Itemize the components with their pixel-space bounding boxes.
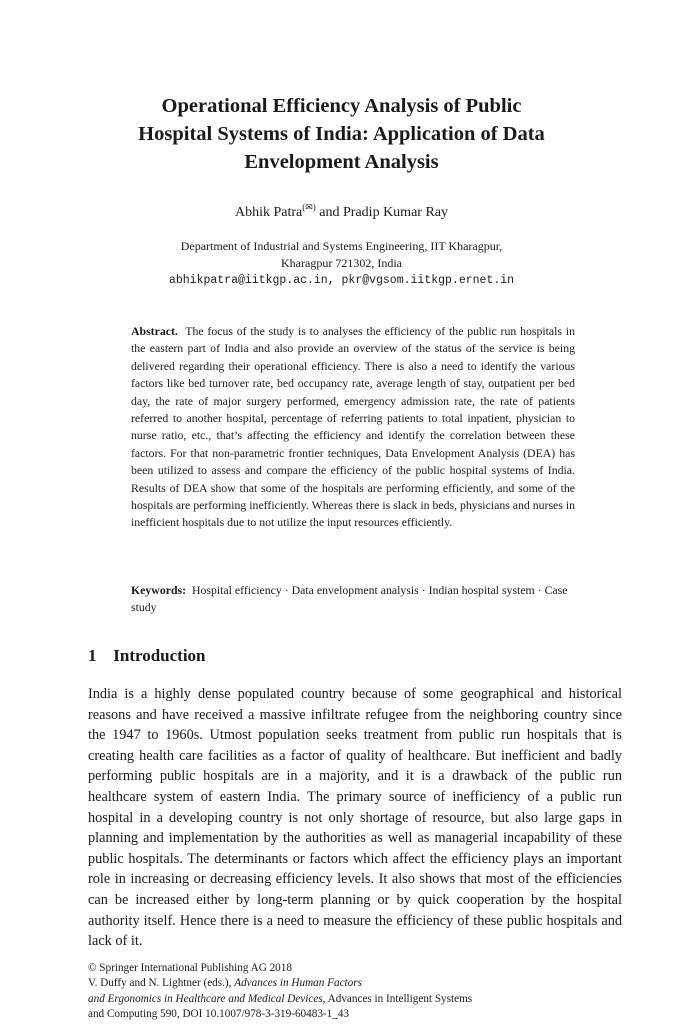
affiliation-line: Kharagpur 721302, India [281, 256, 402, 270]
author-list [0, 202, 683, 221]
series: , Advances in Intelligent Systems [322, 992, 473, 1005]
keywords-text: Hospital efficiency · Data envelopment analysis · Indian hospital system · Case study [131, 583, 568, 615]
section-title: Introduction [113, 646, 206, 665]
author-emails[interactable]: abhikpatra@iitkgp.ac.in, pkr@vgsom.iitkgp.ernet.in [168, 274, 515, 287]
keywords [131, 582, 575, 617]
author-name: and Pradip Kumar Ray [315, 205, 448, 220]
editors: V. Duffy and N. Lightner (eds.), [88, 977, 235, 990]
citation-line [88, 992, 648, 1007]
citation-line [88, 976, 648, 991]
copyright-line: © Springer International Publishing AG 2018 [88, 962, 292, 974]
abstract-text: The focus of the study is to analyses the efficiency of the public run hospitals in the eastern part of India and also provide an overview of the status of the service is being delivered regarding their operational efficiency. There is also a need to identify the various factors like bed turnover rate, bed occupancy rate, average length of stay, outpatient per bed day, the rate of major surgery performed, emergency admission rate, the rate of patients referred to another hospital, percentage of referring patients to total inpatient, physician to nurse ratio, etc., that’s affecting the efficiency and identify the correlation between these factors. For that non-parametric frontier techniques, Data Envelopment Analysis (DEA) has been utilized to assess and compare the efficiency of the public hospital systems of India. Results of DEA show that some of the hospitals are performing efficiently, and some of the hospitals are performing inefficiently. Whereas there is slack in beds, physicians and nurses in inefficient hospitals due to not utilize the input resources efficiently. [131, 324, 576, 530]
title-line: Hospital Systems of India: Application of Data [138, 123, 545, 145]
book-title: and Ergonomics in Healthcare and Medical Devices [88, 992, 323, 1005]
doi-line[interactable]: and Computing 590, DOI 10.1007/978-3-319-60483-1_43 [88, 1008, 350, 1021]
title-line: Operational Efficiency Analysis of Public [161, 95, 522, 117]
introduction-paragraph: India is a highly dense populated country because of some geographical and historical reasons and have received a massive infiltrate refugee from the neighboring country since the 1947 to 1960s. Utmost population seeks treatment from public run hospitals that is creating health care facilities as a factor of quality of healthcare. But inefficient and badly performing public hospitals are in a majority, and it is a drawback of the public run healthcare system of eastern India. The primary source of inefficiency of a public run hospital in a developing country is not only shortage of resource, but also large gaps in planning and implementation by the authorities as well as managerial incapability of these public hospitals. The determinants or factors which affect the efficiency plays an important role in increasing or decreasing efficiency levels. It also shows that most of the efficiencies can be increased either by long-term planning or by quick cooperation by the hospital authority itself. Hence there is a need to measure the efficiency of these public hospitals and lack of it. [88, 686, 622, 950]
abstract-label: Abstract. [131, 324, 178, 338]
affiliation-line: Department of Industrial and Systems Engineering, IIT Kharagpur, [180, 239, 503, 253]
title-line: Envelopment Analysis [244, 151, 439, 173]
affiliation [0, 238, 683, 289]
corresponding-author-mail-icon: (✉) [302, 202, 316, 212]
copyright-footer [88, 961, 648, 1023]
book-title: Advances in Human Factors [234, 977, 362, 990]
keywords-label: Keywords: [131, 583, 187, 597]
paper-title [0, 92, 683, 176]
section-heading [88, 646, 206, 666]
section-number: 1 [88, 646, 97, 665]
author-name[interactable]: Abhik Patra [234, 205, 303, 220]
abstract [131, 323, 575, 532]
